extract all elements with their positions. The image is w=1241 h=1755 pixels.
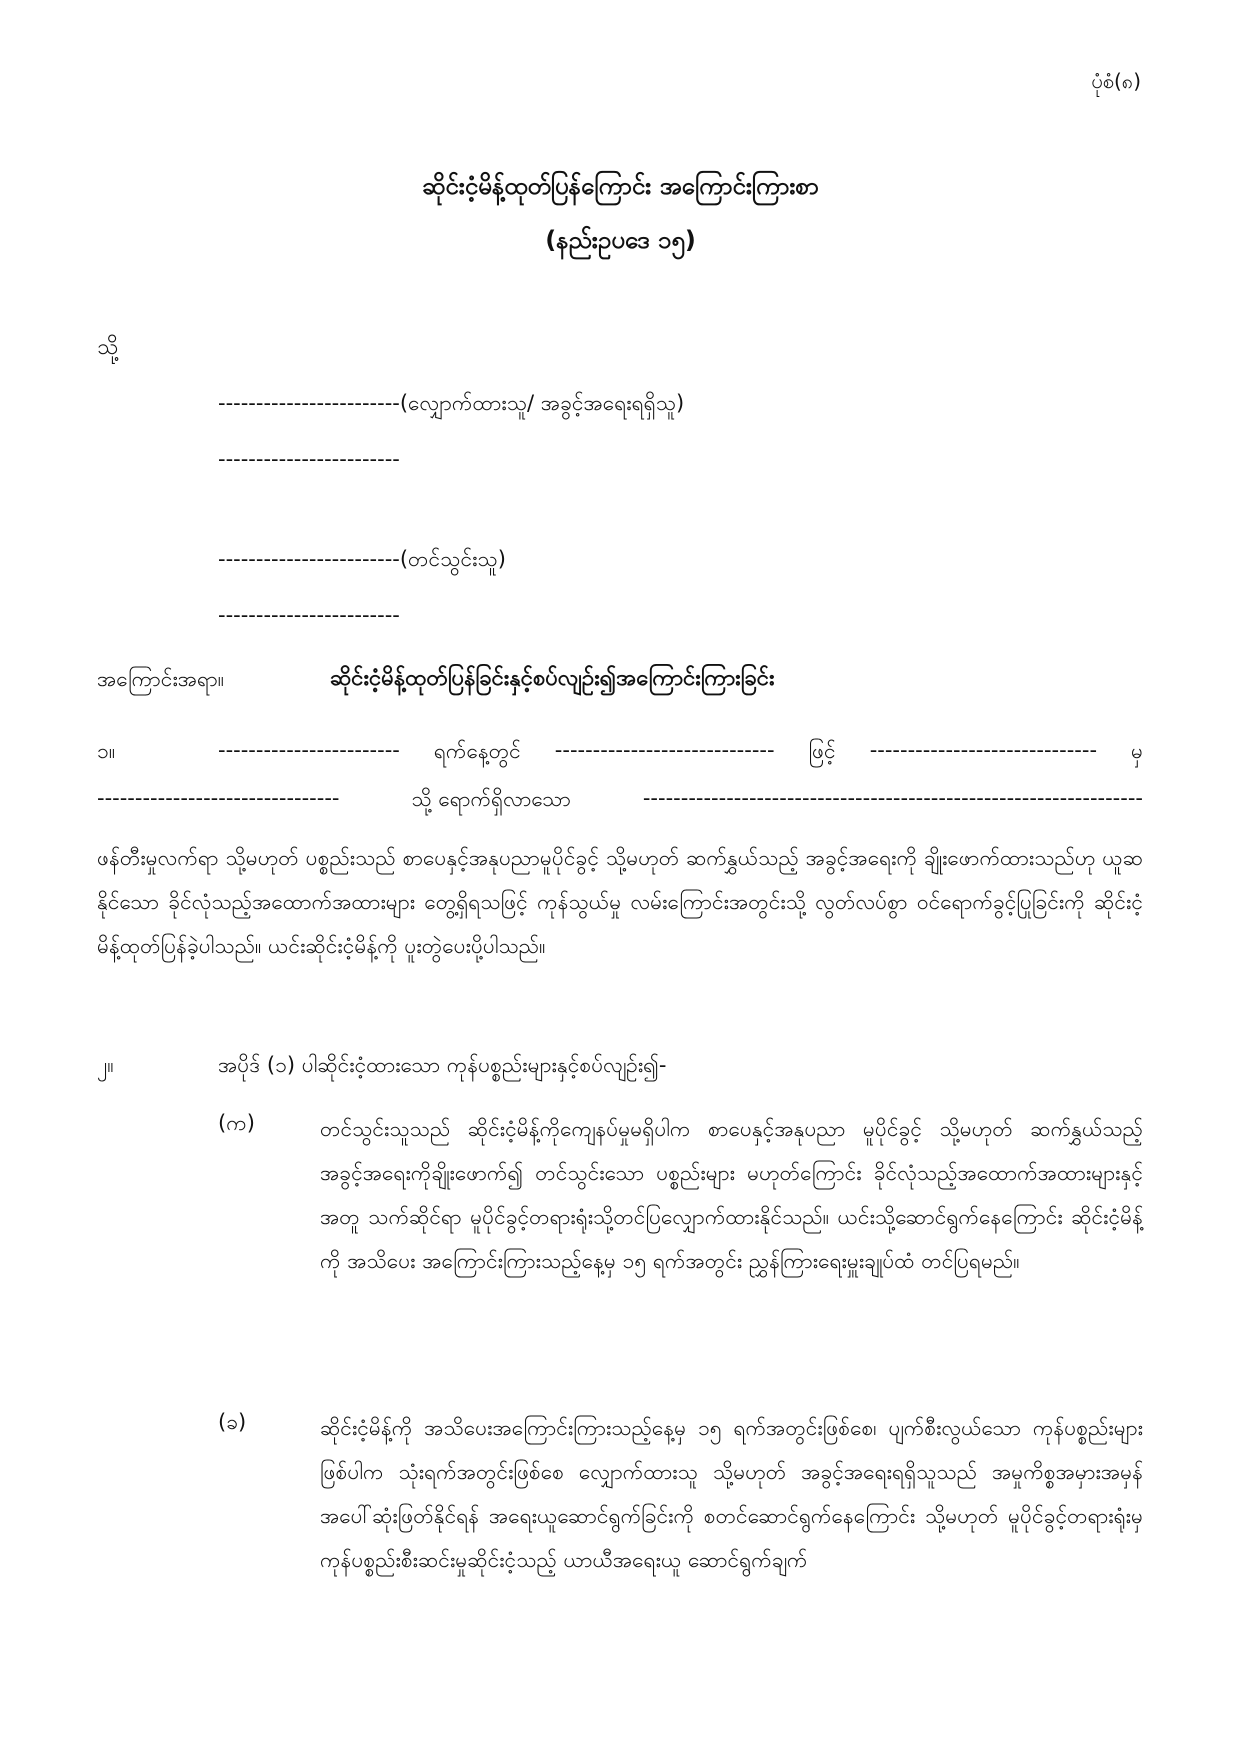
fill-text-from: မှ [1131,739,1143,763]
paragraph-2-lead: အပိုဒ် (၁) ပါဆိုင်းငံ့ထားသော ကုန်ပစ္စည်းများနှင့်စပ်လျဉ်း၍- [218,1053,667,1077]
item-kha-text: ဆိုင်းငံ့မိန့်ကို အသိပေးအကြောင်းကြားသည့်နေ့မှ ၁၅ ရက်အတွင်းဖြစ်စေ၊ ပျက်စီးလွယ်သော ကုန်ပစ္စည်းများဖြစ်ပါက သုံးရက်အတွင်းဖြစ်စေ လျှောက်ထားသူ သို့မဟုတ် အခွင့်အရေးရရှိသူသည် အမှုကိစ္စအမှားအမှန် အပေါ်ဆုံးဖြတ်နိုင်ရန် အရေးယူဆောင်ရွက်ခြင်းကို စတင်ဆောင်ရွက်နေကြောင်း သို့မဟုတ် မူပိုင်ခွင့်တရားရုံးမှ ကုန်ပစ္စည်းစီးဆင်းမှုဆိုင်းငံ့သည့် ယာယီအရေးယူ ဆောင်ရွက်ချက် [320,1416,1143,1572]
fill-text-arrived: သို့ ရောက်ရှိလာသော [411,787,571,811]
page-subtitle: (နည်းဥပဒေ ၁၅) [545,226,696,254]
item-kha-label: (ခ) [218,1410,247,1434]
paragraph-1-fill-line-1 [218,738,1143,769]
fill-blank-means: ----------------------------- [554,738,775,762]
fill-text-date: ရက်နေ့တွင် [433,739,521,763]
paragraph-1-number: ၁။ [97,739,116,763]
item-ka-label: (က) [218,1111,255,1135]
address-line-importer-blank: ------------------------ [218,603,400,627]
paragraph-1-body: ဖန်တီးမှုလက်ရာ သို့မဟုတ် ပစ္စည်းသည် စာပေနှင့်အနုပညာမူပိုင်ခွင့် သို့မဟုတ် ဆက်နွှယ်သည့် အခွင့်အရေးကို ချိုးဖောက်ထားသည်ဟု ယူဆနိုင်သော ခိုင်လုံသည့်အထောက်အထားများ တွေ့ရှိရသဖြင့် ကုန်သွယ်မှု လမ်းကြောင်းအတွင်းသို့ လွတ်လပ်စွာ ဝင်ရောက်ခွင့်ပြုခြင်းကို ဆိုင်းငံ့မိန့်ထုတ်ပြန်ခဲ့ပါသည်။ ယင်းဆိုင်းငံ့မိန့်ကို ပူးတွဲပေးပို့ပါသည်။ [97,846,1143,958]
address-line-applicant: ------------------------(လျှောက်ထားသူ/ အခွင့်အရေးရရှိသူ) [218,391,685,415]
recipient-label: သို့ [97,335,119,360]
form-number: ပုံစံ(၈) [1091,69,1141,93]
address-line-applicant-blank: ------------------------ [218,447,400,471]
paragraph-2-number: ၂။ [97,1053,114,1077]
address-line-importer: ------------------------(တင်သွင်းသူ) [218,547,506,571]
fill-text-by: ဖြင့် [808,739,836,763]
page-title: ဆိုင်းငံ့မိန့်ထုတ်ပြန်ကြောင်း အကြောင်းကြားစာ [422,172,819,200]
subject-text: ဆိုင်းငံ့မိန့်ထုတ်ပြန်ခြင်းနှင့်စပ်လျဉ်း၍အကြောင်းကြားခြင်း [330,666,775,691]
fill-blank-date: ------------------------ [218,738,400,762]
fill-blank-goods: ------------------------------------------------------------------ [642,786,1143,810]
fill-blank-from: ------------------------------ [869,738,1098,762]
fill-blank-destination: -------------------------------- [97,786,340,810]
paragraph-1-fill-line-2 [97,786,1143,817]
item-ka-text: တင်သွင်းသူသည် ဆိုင်းငံ့မိန့်ကိုကျေနပ်မှုမရှိပါက စာပေနှင့်အနုပညာ မူပိုင်ခွင့် သို့မဟုတ် ဆက်နွှယ်သည့်အခွင့်အရေးကိုချိုးဖောက်၍ တင်သွင်းသော ပစ္စည်းများ မဟုတ်ကြောင်း ခိုင်လုံသည့်အထောက်အထားများနှင့်အတူ သက်ဆိုင်ရာ မူပိုင်ခွင့်တရားရုံးသို့တင်ပြလျှောက်ထားနိုင်သည်။ ယင်းသို့ဆောင်ရွက်နေကြောင်း ဆိုင်းငံ့မိန့်ကို အသိပေး အကြောင်းကြားသည့်နေ့မှ ၁၅ ရက်အတွင်း ညွှန်ကြားရေးမှူးချုပ်ထံ တင်ပြရမည်။ [320,1117,1143,1273]
subject-label: အကြောင်းအရာ။ [97,667,225,691]
